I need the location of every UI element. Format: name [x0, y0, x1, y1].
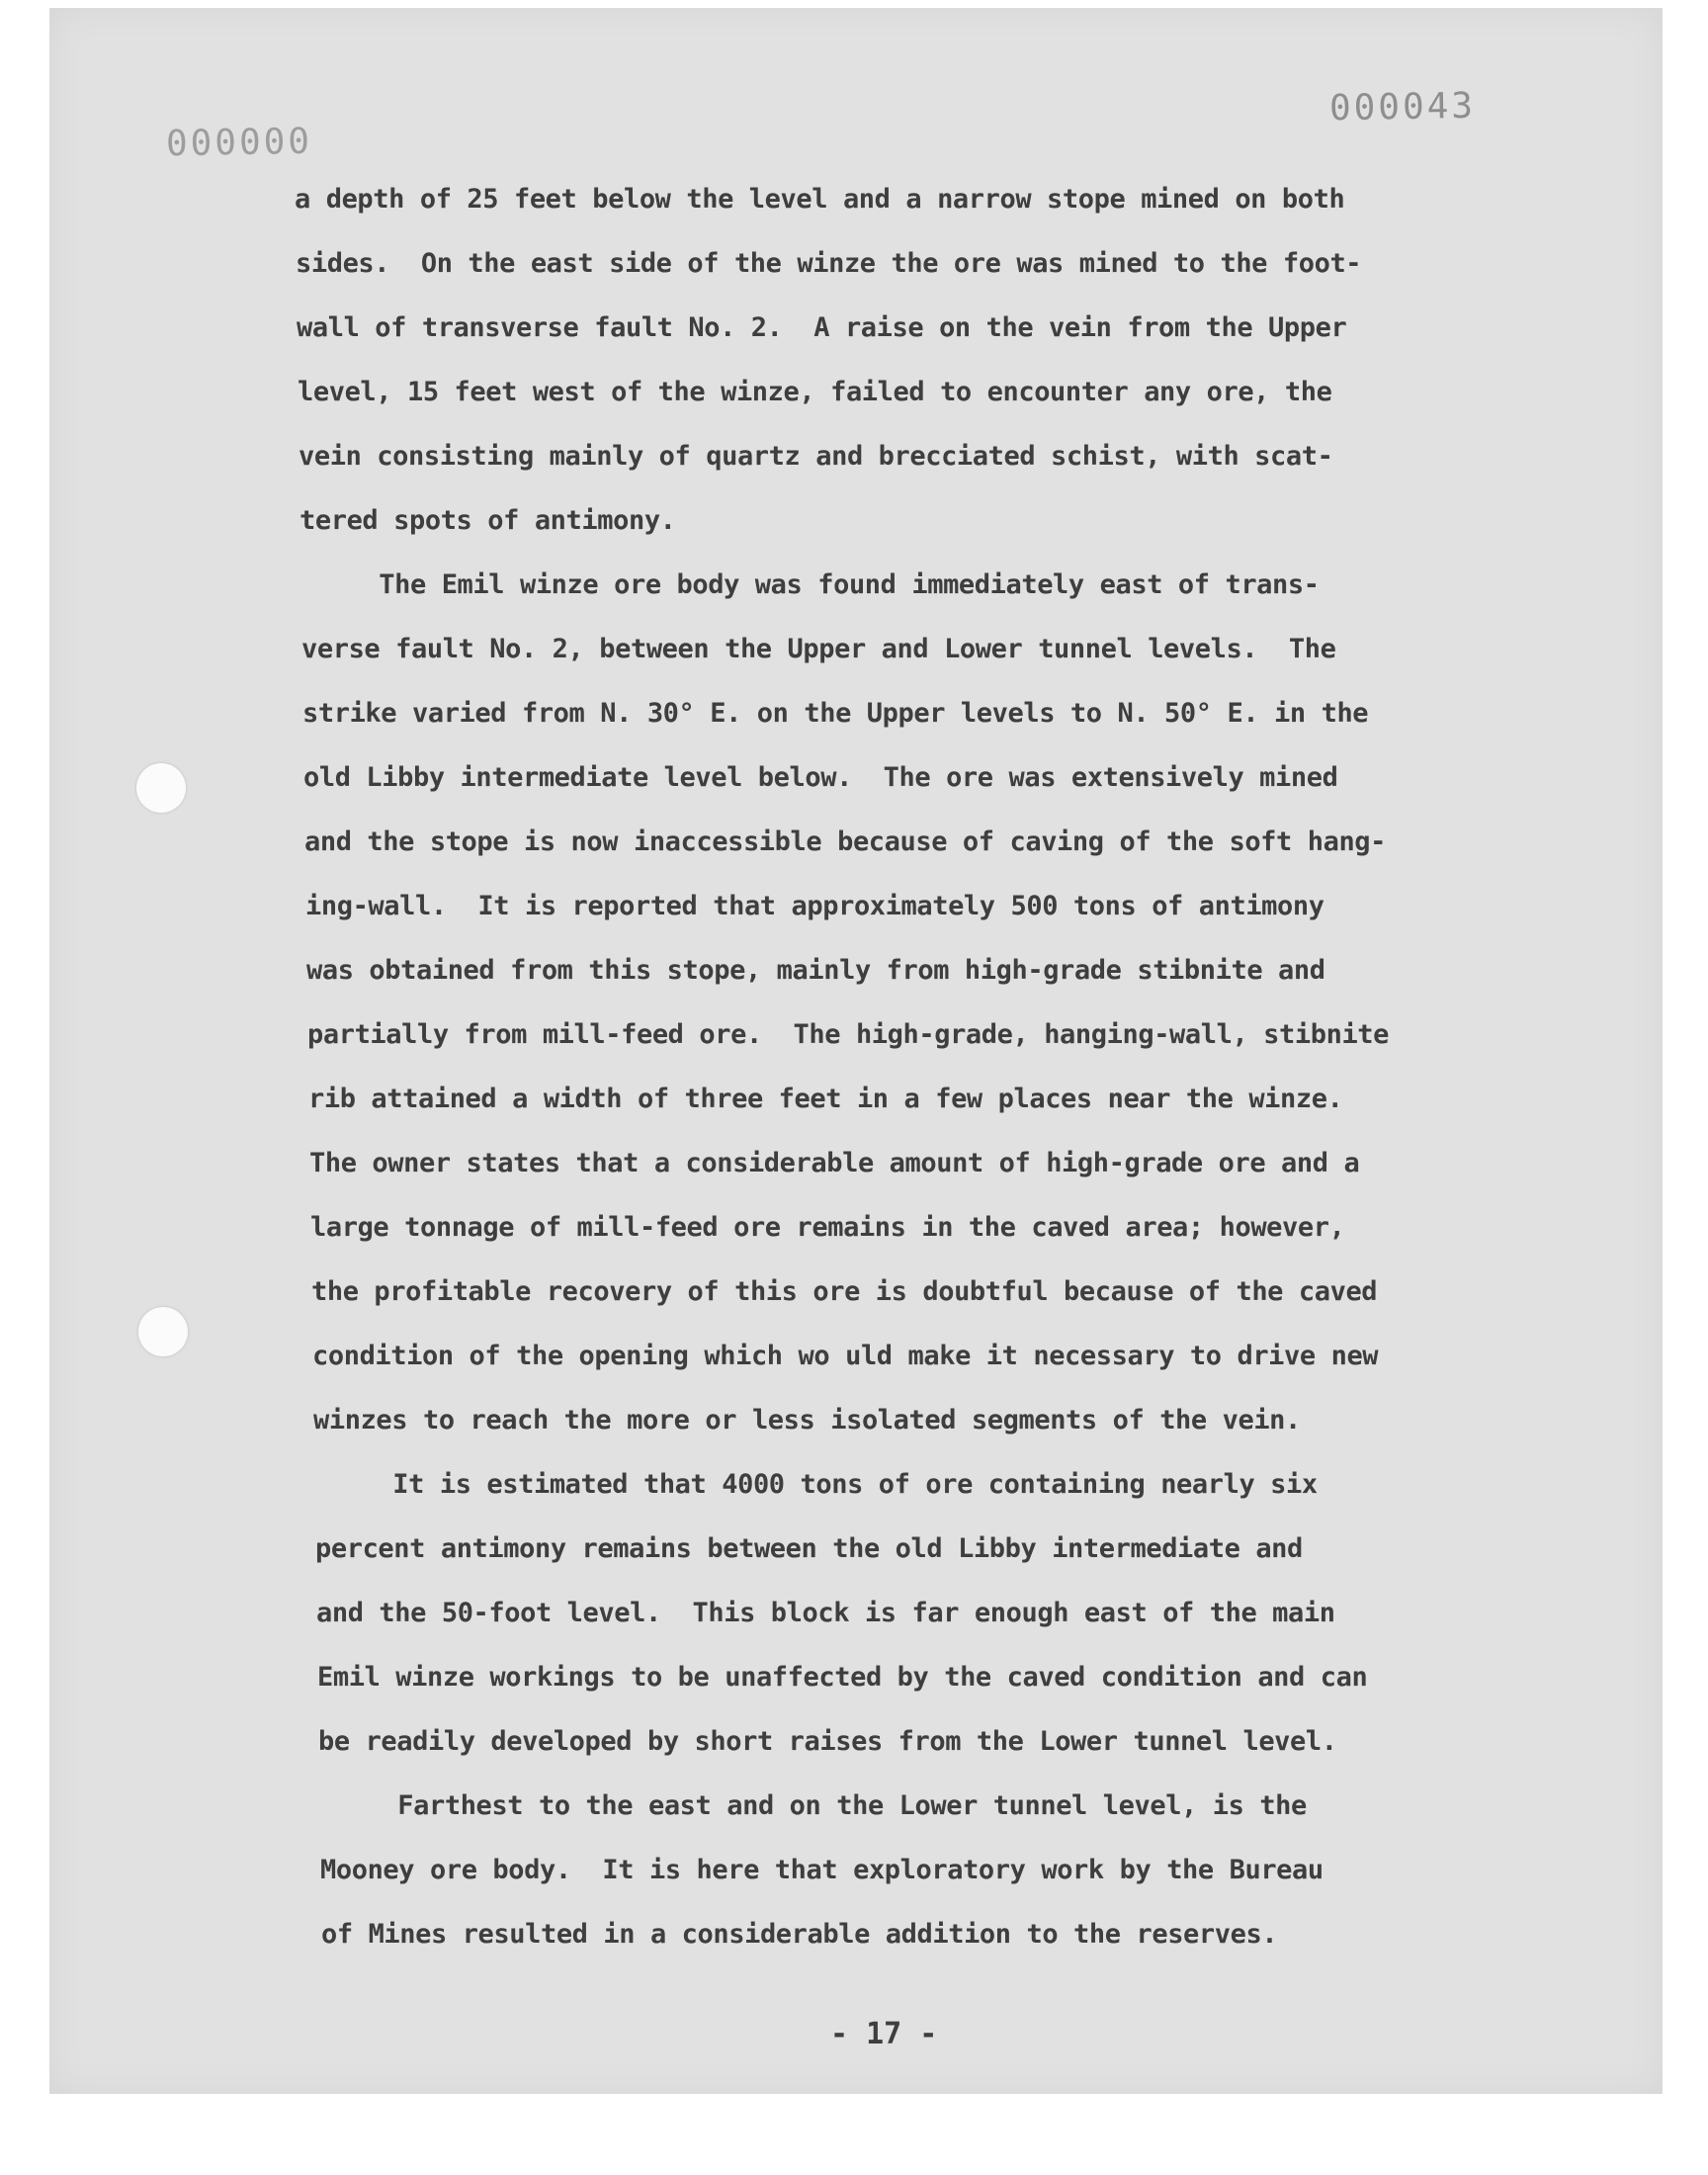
text-line: percent antimony remains between the old Libby intermediate and [315, 1533, 1303, 1564]
punch-hole-bottom [138, 1307, 188, 1356]
text-line: Mooney ore body. It is here that exploratory work by the Bureau [320, 1855, 1324, 1885]
text-line: strike varied from N. 30° E. on the Upper levels to N. 50° E. in the [302, 698, 1369, 729]
text-line: the profitable recovery of this ore is doubtful because of the caved [311, 1276, 1378, 1307]
text-line: and the 50-foot level. This block is far enough east of the main [316, 1598, 1335, 1628]
text-line: of Mines resulted in a considerable addition to the reserves. [321, 1919, 1278, 1950]
stamp-number-left: 000000 [165, 121, 313, 165]
text-line: was obtained from this stope, mainly from high-grade stibnite and [306, 955, 1325, 986]
text-line: level, 15 feet west of the winze, failed to encounter any ore, the [298, 377, 1332, 407]
stamp-number-right: 000043 [1328, 85, 1477, 130]
text-line: It is estimated that 4000 tons of ore containing nearly six [314, 1469, 1318, 1500]
text-line: Farthest to the east and on the Lower tunnel level, is the [319, 1790, 1307, 1821]
text-line: be readily developed by short raises from the Lower tunnel level. [318, 1726, 1337, 1757]
text-line: a depth of 25 feet below the level and a narrow stope mined on both [295, 184, 1345, 215]
punch-hole-top [136, 763, 186, 813]
text-line: winzes to reach the more or less isolated segments of the vein. [313, 1405, 1301, 1436]
text-line: rib attained a width of three feet in a few places near the winze. [308, 1084, 1343, 1114]
text-line: The Emil winze ore body was found immediately east of trans- [300, 569, 1320, 600]
text-line: Emil winze workings to be unaffected by the caved condition and can [317, 1662, 1368, 1693]
text-line: tered spots of antimony. [299, 505, 676, 536]
page-number: - 17 - [830, 2017, 938, 2051]
text-line: vein consisting mainly of quartz and brecciated schist, with scat- [299, 441, 1333, 472]
text-line: ing-wall. It is reported that approximately 500 tons of antimony [305, 891, 1324, 921]
text-line: large tonnage of mill-feed ore remains in the caved area; however, [310, 1212, 1345, 1243]
text-line: old Libby intermediate level below. The ore was extensively mined [303, 762, 1338, 793]
text-line: and the stope is now inaccessible because of caving of the soft hang- [304, 826, 1387, 857]
text-line: condition of the opening which wo uld make it necessary to drive new [312, 1341, 1379, 1371]
text-line: sides. On the east side of the winze the ore was mined to the foot- [296, 248, 1362, 279]
text-line: verse fault No. 2, between the Upper and Lower tunnel levels. The [301, 634, 1336, 664]
text-line: wall of transverse fault No. 2. A raise on the vein from the Upper [297, 312, 1347, 343]
text-line: The owner states that a considerable amount of high-grade ore and a [309, 1148, 1360, 1178]
text-line: partially from mill-feed ore. The high-grade, hanging-wall, stibnite [307, 1019, 1390, 1050]
